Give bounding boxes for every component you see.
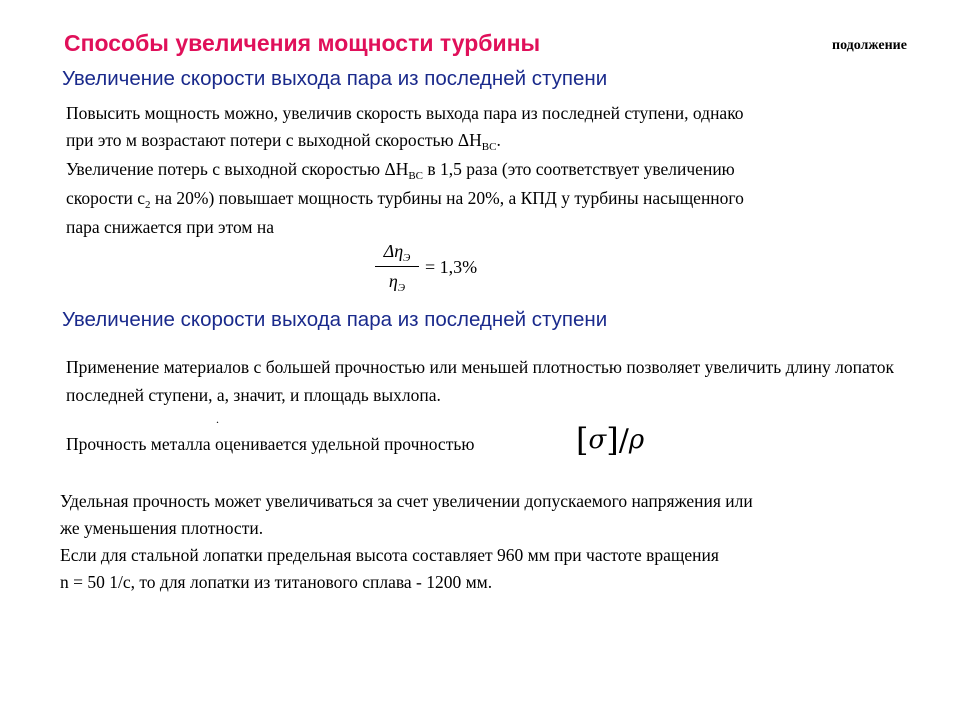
p1-line2-sub: ВС bbox=[481, 141, 497, 153]
p1-line2-end: . bbox=[496, 130, 501, 150]
section2-p2: Прочность металла оценивается удельной прочностью bbox=[66, 434, 475, 454]
formula-numerator bbox=[382, 241, 413, 266]
numerator-sub: Э bbox=[403, 252, 411, 264]
p2-line2-pre: скорости с bbox=[66, 188, 145, 208]
p2-line2-sub: 2 bbox=[145, 199, 151, 211]
ratio-slash: / bbox=[618, 423, 629, 458]
numerator-text: Δη bbox=[383, 241, 404, 261]
section3-line4: n = 50 1/с, то для лопатки из титанового сплава - 1200 мм. bbox=[60, 572, 493, 592]
p2-line2-end: на 20%) повышает мощность турбины на 20%, а КПД у турбины насыщенного bbox=[150, 188, 744, 208]
section3-line2: же уменьшения плотности. bbox=[60, 518, 264, 538]
section1-p2-line1 bbox=[66, 156, 896, 183]
section1-p2-line3: пара снижается при этом на bbox=[66, 217, 274, 237]
rho-symbol: ρ bbox=[628, 425, 645, 455]
bracket-close: ] bbox=[606, 421, 619, 459]
section2-heading: Увеличение скорости выхода пара из последней ступени bbox=[62, 308, 608, 331]
section1-p1-line2 bbox=[66, 127, 896, 154]
continued-label: подолжение bbox=[832, 38, 907, 53]
p1-line2-text: при это м возрастают потери с выходной скоростью ΔH bbox=[66, 130, 482, 150]
section2-p1: Применение материалов с большей прочностью или меньшей плотностью позволяет увеличить длину лопаток последней ступени, а, значит, и площадь выхлопа. bbox=[66, 357, 894, 405]
section1-p1-line1: Повысить мощность можно, увеличив скорость выхода пара из последней ступени, однако bbox=[66, 103, 744, 123]
p2-line1-sub: ВС bbox=[408, 170, 424, 182]
section1-heading: Увеличение скорости выхода пара из последней ступени bbox=[62, 67, 608, 90]
stray-dot: . bbox=[216, 412, 219, 426]
formula-fraction bbox=[375, 241, 419, 294]
formula-denominator bbox=[389, 267, 405, 294]
p2-line1-end: в 1,5 раза (это соответствует увеличению bbox=[423, 159, 735, 179]
section3-line3: Если для стальной лопатки предельная высота составляет 960 мм при частоте вращения bbox=[60, 545, 719, 565]
section1-body bbox=[66, 100, 896, 241]
denominator-sub: Э bbox=[397, 282, 406, 294]
page-title: Способы увеличения мощности турбины bbox=[64, 30, 541, 56]
bracket-open: [ bbox=[576, 421, 589, 459]
specific-strength-formula bbox=[576, 421, 644, 459]
section3-line1: Удельная прочность может увеличиваться за счет увеличении допускаемого напряжения или bbox=[60, 491, 753, 511]
sigma-symbol: σ bbox=[588, 425, 607, 455]
section3-body bbox=[60, 488, 920, 596]
section1-p2-line2 bbox=[66, 185, 896, 212]
efficiency-formula bbox=[375, 241, 477, 294]
p2-line1-text: Увеличение потерь с выходной скоростью ΔH bbox=[66, 159, 409, 179]
denominator-text: η bbox=[388, 271, 398, 291]
formula-result: = 1,3% bbox=[425, 257, 478, 277]
